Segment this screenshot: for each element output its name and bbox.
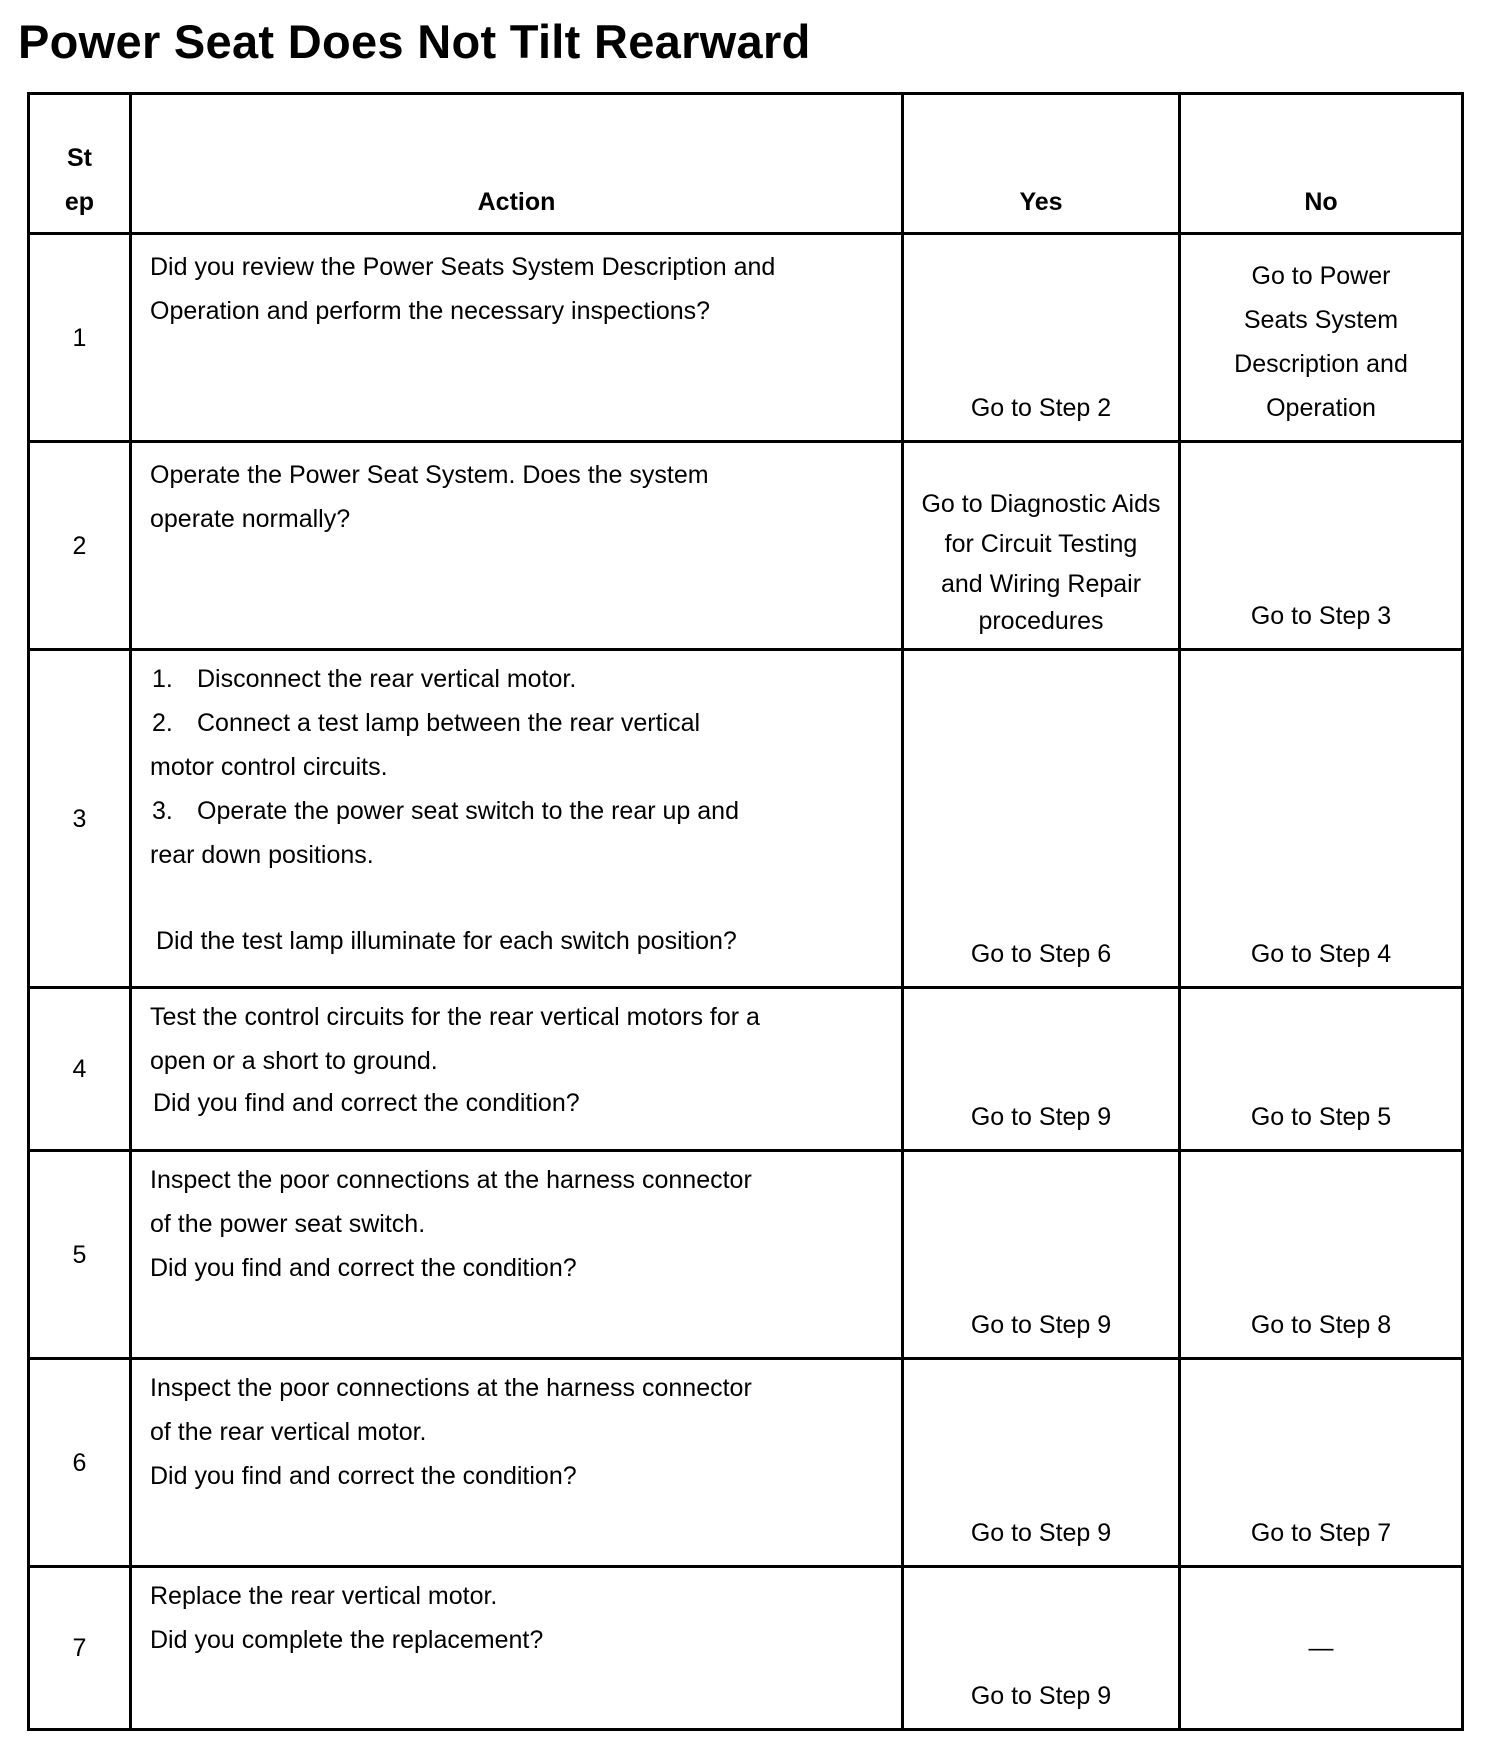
header-yes: Yes [903, 94, 1180, 234]
table-row [29, 442, 1463, 650]
table-row [29, 234, 1463, 442]
header-row [29, 94, 1463, 234]
action-cell: Inspect the poor connections at the harness connector of the power seat switch. Did you find and correct the condition? [131, 1151, 903, 1359]
action-cell: Inspect the poor connections at the harness connector of the rear vertical motor. Did you find and correct the condition? [131, 1359, 903, 1567]
step-number: 1 [29, 234, 131, 442]
list-item: 2. Connect a test lamp between the rear vertical [152, 709, 701, 737]
no-cell: Go to Step 4 [1180, 650, 1463, 988]
yes-cell: Go to Diagnostic Aids for Circuit Testing and Wiring Repair procedures [903, 442, 1180, 650]
question-text: Did the test lamp illuminate for each switch position? [156, 927, 737, 955]
step-number: 6 [29, 1359, 131, 1567]
diagnostic-table [27, 92, 1464, 1731]
yes-cell: Go to Step 9 [903, 1567, 1180, 1730]
yes-cell: Go to Step 6 [903, 650, 1180, 988]
action-cell: Operate the Power Seat System. Does the system operate normally? [131, 442, 903, 650]
yes-cell: Go to Step 9 [903, 1359, 1180, 1567]
no-cell: Go to Step 7 [1180, 1359, 1463, 1567]
step-number: 5 [29, 1151, 131, 1359]
no-cell: Go to Step 8 [1180, 1151, 1463, 1359]
action-cell: Test the control circuits for the rear vertical motors for a open or a short to ground. Did you find and correct the condition? [131, 988, 903, 1151]
header-step: St ep [29, 94, 131, 234]
no-cell: — [1180, 1567, 1463, 1730]
yes-cell: Go to Step 2 [903, 234, 1180, 442]
table-row [29, 1151, 1463, 1359]
table-row [29, 650, 1463, 988]
header-no: No [1180, 94, 1463, 234]
no-cell: Go to Power Seats System Description and Operation [1180, 234, 1463, 442]
yes-cell: Go to Step 9 [903, 1151, 1180, 1359]
action-cell: Replace the rear vertical motor. Did you complete the replacement? [131, 1567, 903, 1730]
step-number: 4 [29, 988, 131, 1151]
list-item: 3. Operate the power seat switch to the rear up and [152, 797, 739, 825]
list-item: 1. Disconnect the rear vertical motor. [152, 665, 577, 693]
step-number: 3 [29, 650, 131, 988]
table-row [29, 1567, 1463, 1730]
page-title: Power Seat Does Not Tilt Rearward [18, 15, 811, 68]
action-cell: Did you review the Power Seats System Description and Operation and perform the necessary inspections? [131, 234, 903, 442]
no-cell: Go to Step 3 [1180, 442, 1463, 650]
no-cell: Go to Step 5 [1180, 988, 1463, 1151]
action-cell: 1. Disconnect the rear vertical motor. 2. Connect a test lamp between the rear vertical motor control circuits. 3. Operate the power seat switch to the rear up and rear down positions. Did the test lamp illuminate for each switch position? [131, 650, 903, 988]
table-row [29, 1359, 1463, 1567]
header-action: Action [131, 94, 903, 234]
step-number: 2 [29, 442, 131, 650]
step-number: 7 [29, 1567, 131, 1730]
yes-cell: Go to Step 9 [903, 988, 1180, 1151]
table-row [29, 988, 1463, 1151]
